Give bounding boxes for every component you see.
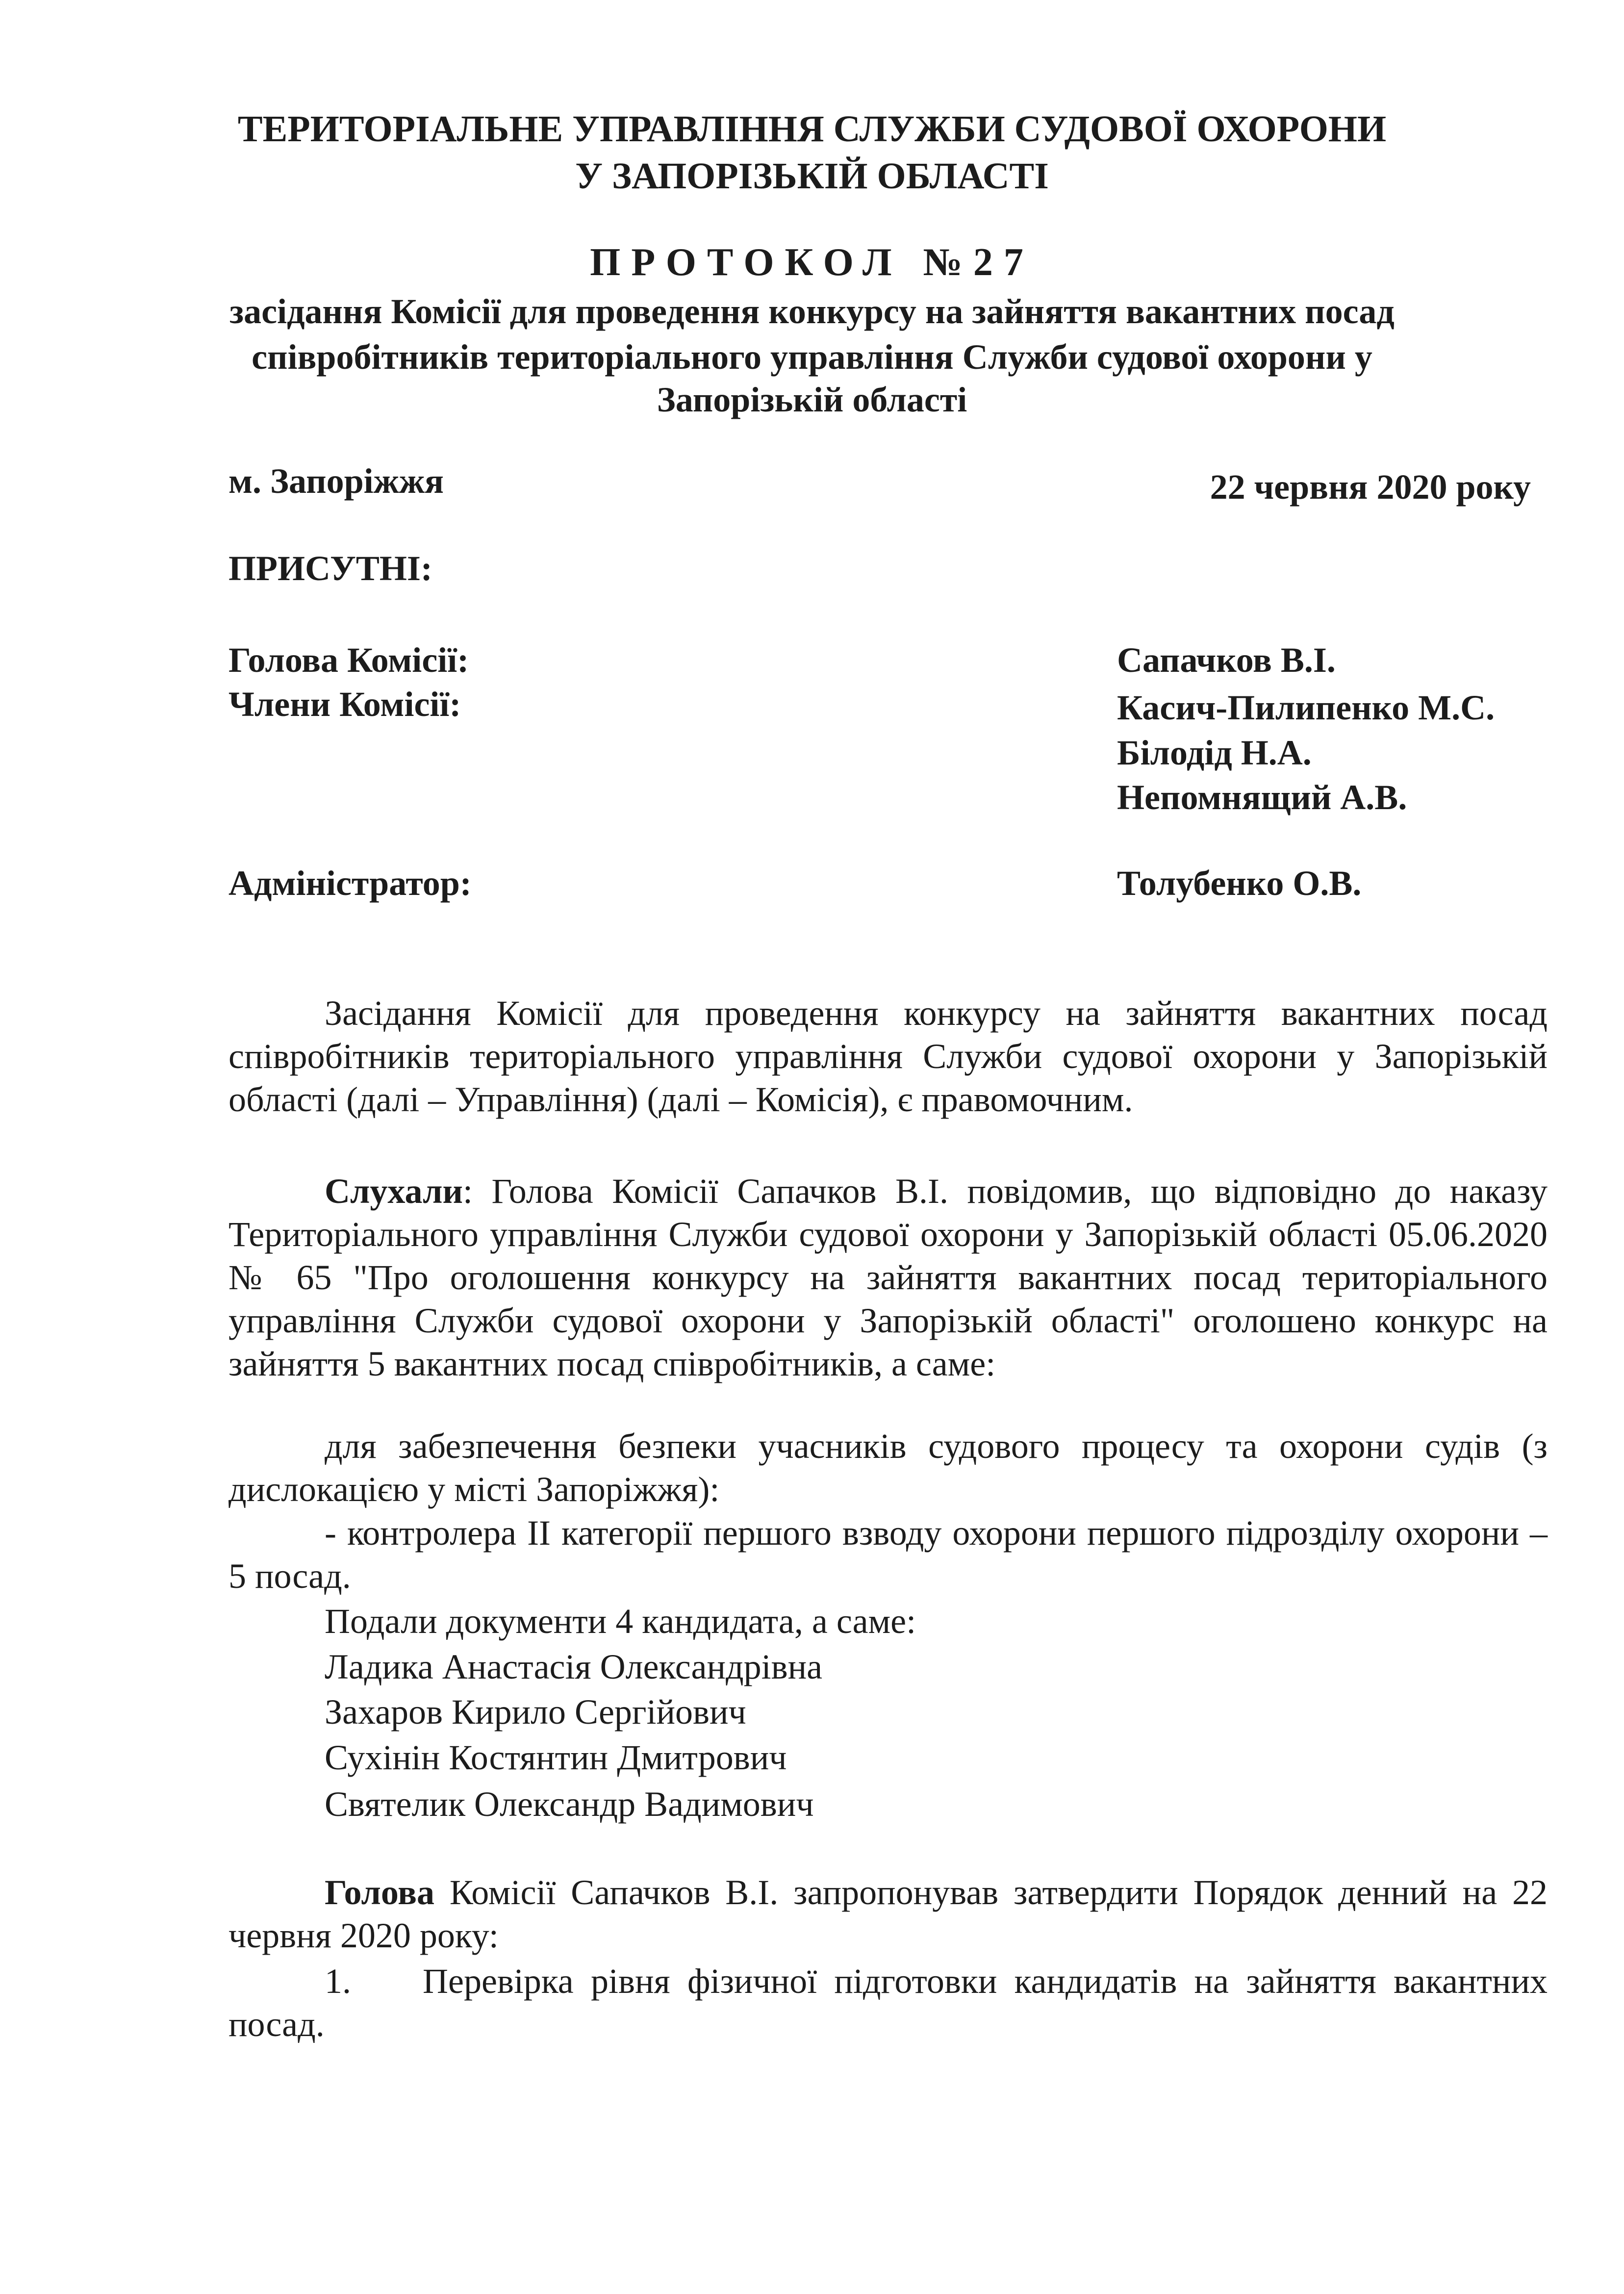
attendance-heading: ПРИСУТНІ: (228, 549, 432, 588)
members-label: Члени Комісії: (228, 685, 461, 724)
chair-proposal-paragraph (228, 1871, 1548, 1957)
protocol-subtitle-line: співробітників територіального управління Служби судової охорони у (252, 337, 1372, 377)
purpose-paragraph: для забезпечення безпеки учасників судового процесу та охорони судів (з дислокацією у місті Запоріжжя): (228, 1427, 1548, 1509)
quorum-paragraph: Засідання Комісії для проведення конкурсу на зайняття вакантних посад співробітників територіального управління Служби судової охорони у Запорізькій області (далі – Управління) (далі – Комісія), є правомочним. (228, 994, 1548, 1119)
protocol-subtitle-line: Запорізькій області (657, 380, 967, 419)
chair-proposal-text: Комісії Сапачков В.І. запропонував затвердити Порядок денний на 22 червня 2020 року: (228, 1873, 1548, 1955)
organization-region: У ЗАПОРІЗЬКІЙ ОБЛАСТІ (575, 155, 1049, 197)
admin-name: Толубенко О.В. (1117, 864, 1362, 903)
agenda-item-text: Перевірка рівня фізичної підготовки кандидатів на зайняття вакантних посад. (228, 1962, 1548, 2044)
agenda-item-number: 1. (325, 1962, 351, 2001)
candidate-name: Ладика Анастасія Олександрівна (325, 1647, 823, 1686)
candidate-name: Захаров Кирило Сергійович (325, 1692, 746, 1732)
candidate-name: Сухінін Костянтин Дмитрович (325, 1738, 787, 1777)
candidate-name: Святелик Олександр Вадимович (325, 1784, 814, 1824)
chair-label: Голова Комісії: (228, 640, 469, 680)
candidates-intro: Подали документи 4 кандидата, а саме: (325, 1602, 916, 1641)
heard-lead: Слухали (325, 1172, 463, 1211)
heard-paragraph (228, 1170, 1548, 1385)
agenda-item (228, 1960, 1548, 2046)
city: м. Запоріжжя (228, 461, 444, 501)
chair-name: Сапачков В.І. (1117, 640, 1336, 680)
chair-lead: Голова (325, 1873, 435, 1912)
protocol-subtitle-line: засідання Комісії для проведення конкурсу на зайняття вакантних посад (229, 292, 1395, 331)
member-name: Непомнящий А.В. (1117, 778, 1407, 817)
protocol-title: ПРОТОКОЛ №27 (590, 241, 1034, 284)
member-name: Білодід Н.А. (1117, 733, 1312, 772)
position-paragraph: - контролера ІІ категорії першого взводу охорони першого підрозділу охорони – 5 посад. (228, 1513, 1548, 1596)
admin-label: Адміністратор: (228, 864, 472, 903)
organization-name: ТЕРИТОРІАЛЬНЕ УПРАВЛІННЯ СЛУЖБИ СУДОВОЇ ОХОРОНИ (237, 108, 1387, 150)
meeting-date: 22 червня 2020 року (1210, 467, 1531, 507)
member-name: Касич-Пилипенко М.С. (1117, 688, 1495, 727)
heard-text: : Голова Комісії Сапачков В.І. повідомив, що відповідно до наказу Територіального управління Служби судової охорони у Запорізькій області 05.06.2020 № 65 "Про оголошення конкурсу на зайняття вакантних посад територіального управління Служби судової охорони у Запорізькій області" оголошено конкурс на зайняття 5 вакантних посад співробітників, а саме: (228, 1172, 1548, 1383)
